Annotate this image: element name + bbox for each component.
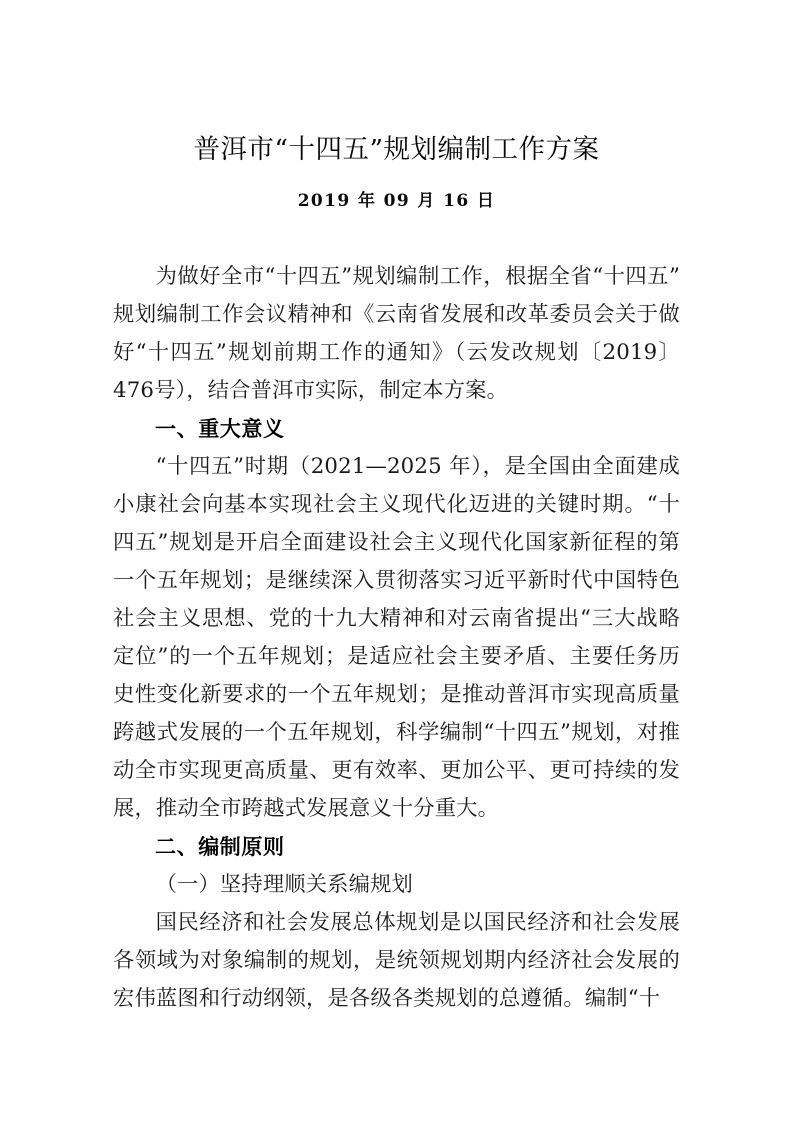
page-title: 普洱市“十四五”规划编制工作方案 xyxy=(193,134,600,165)
document-date: 2019 年 09 月 16 日 xyxy=(297,191,496,211)
paragraph-principles-item-1-body: 国民经济和社会发展总体规划是以国民经济和社会发展各领域为对象编制的规划，是统领规划期内经济社会发展的宏伟蓝图和行动纲领，是各级各类规划的总遵循。编制“十 xyxy=(113,910,680,1011)
heading-principles: 二、编制原则 xyxy=(155,835,285,859)
paragraph-preamble: 为做好全市“十四五”规划编制工作，根据全省“十四五”规划编制工作会议精神和《云南省发展和改革委员会关于做好“十四五”规划前期工作的通知》（云发改规划〔2019〕476号），结合普洱市实际，制定本方案。 xyxy=(113,264,680,403)
paragraph-significance-body: “十四五”时期（2021—2025 年），是全国由全面建成小康社会向基本实现社会主义现代化迈进的关键时期。“十四五”规划是开启全面建设社会主义现代化国家新征程的第一个五年规划；是继续深入贯彻落实习近平新时代中国特色社会主义思想、党的十九大精神和对云南省提出“三大战略定位”的一个五年规划；是适应社会主要矛盾、主要任务历史性变化新要求的一个五年规划；是推动普洱市实现高质量跨越式发展的一个五年规划，科学编制“十四五”规划，对推动全市实现更高质量、更有效率、更加公平、更可持续的发展，推动全市跨越式发展意义十分重大。 xyxy=(113,454,680,821)
document-text-column xyxy=(113,0,680,1018)
document-body xyxy=(113,258,680,1018)
heading-significance: 一、重大意义 xyxy=(155,417,285,441)
heading-principles-item-1: （一）坚持理顺关系编规划 xyxy=(155,872,413,897)
